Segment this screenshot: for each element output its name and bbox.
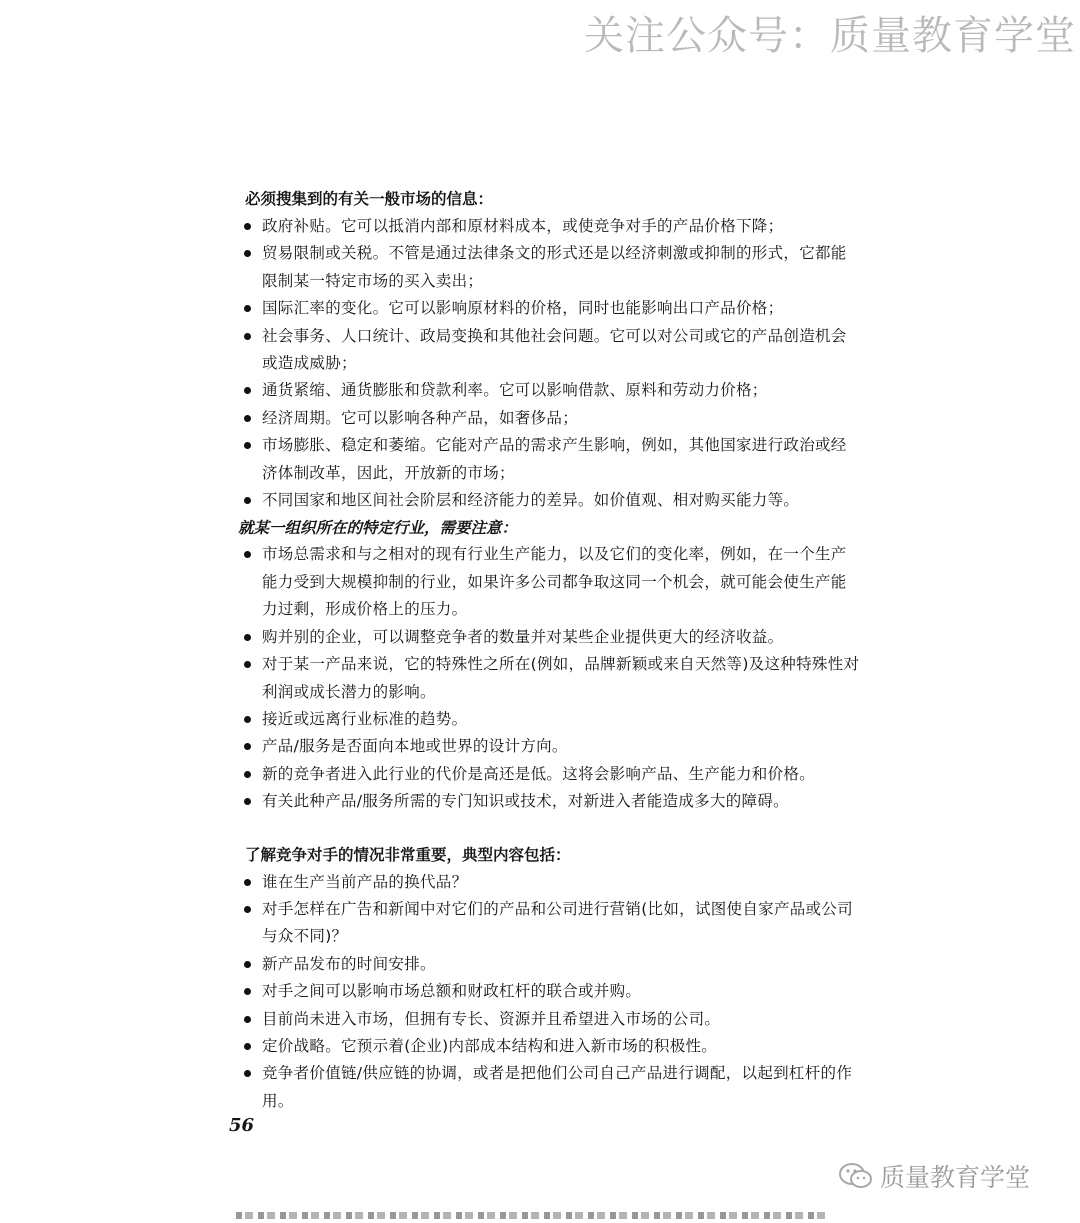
bullet-list-competitors xyxy=(238,869,860,1116)
bullet-item xyxy=(238,869,860,896)
bullet-dot-icon xyxy=(244,743,251,750)
bullet-item xyxy=(238,432,860,487)
bullet-text: 新产品发布的时间安排。 xyxy=(262,954,436,973)
bullet-text: 国际汇率的变化。它可以影响原材料的价格，同时也能影响出口产品价格； xyxy=(262,299,784,318)
bullet-item xyxy=(238,541,860,623)
bullet-dot-icon xyxy=(244,250,251,257)
bullet-item xyxy=(238,651,860,706)
bullet-text: 市场膨胀、稳定和萎缩。它能对产品的需求产生影响，例如，其他国家进行政治或经济体制改革，因此，开放新的市场； xyxy=(262,436,847,482)
section-heading-industry: 就某一组织所在的特定行业，需要注意： xyxy=(238,518,518,538)
section-heading-competitors: 了解竞争对手的情况非常重要，典型内容包括： xyxy=(245,845,571,864)
bullet-text: 购并别的企业，可以调整竞争者的数量并对某些企业提供更大的经济收益。 xyxy=(262,627,784,646)
bullet-item xyxy=(238,978,860,1005)
watermark-top: 关注公众号：质量教育学堂 xyxy=(584,13,1076,59)
wechat-icon xyxy=(838,1161,874,1191)
bullet-text: 对手之间可以影响市场总额和财政杠杆的联合或并购。 xyxy=(262,982,642,1001)
bullet-text: 市场总需求和与之相对的现有行业生产能力，以及它们的变化率，例如，在一个生产能力受到大规模抑制的行业，如果许多公司都争取这同一个机会，就可能会使生产能力过剩，形成价格上的压力。 xyxy=(262,545,847,619)
bullet-dot-icon xyxy=(244,906,251,913)
bullet-item xyxy=(238,240,860,295)
bullet-item xyxy=(238,951,860,978)
bullet-dot-icon xyxy=(244,333,251,340)
bullet-item xyxy=(238,896,860,951)
bullet-item xyxy=(238,1006,860,1033)
bullet-text: 对手怎样在广告和新闻中对它们的产品和公司进行营销(比如，试图使自家产品或公司与众不同)？ xyxy=(262,899,853,946)
bullet-text: 对于某一产品来说，它的特殊性之所在(例如，品牌新颖或来自天然等)及这种特殊性对利润或成长潜力的影响。 xyxy=(262,655,860,701)
bullet-dot-icon xyxy=(244,634,251,641)
bullet-list-general-market xyxy=(238,213,860,514)
bullet-list-industry xyxy=(238,541,860,815)
bullet-dot-icon xyxy=(244,716,251,723)
bullet-dot-icon xyxy=(244,1016,251,1023)
bullet-text: 政府补贴。它可以抵消内部和原材料成本，或使竞争对手的产品价格下降； xyxy=(262,217,784,235)
bullet-text: 产品/服务是否面向本地或世界的设计方向。 xyxy=(262,737,568,756)
bullet-text: 定价战略。它预示着(企业)内部成本结构和进入新市场的积极性。 xyxy=(262,1036,718,1055)
bullet-dot-icon xyxy=(244,223,251,230)
section-gap xyxy=(238,816,860,842)
watermark-bottom-text: 质量教育学堂 xyxy=(880,1163,1031,1192)
bullet-text: 竞争者价值链/供应链的协调，或者是把他们公司自己产品进行调配，以起到杠杆的作用。 xyxy=(262,1064,853,1110)
bullet-dot-icon xyxy=(244,1070,251,1077)
bullet-item xyxy=(238,377,860,404)
bullet-item xyxy=(238,788,860,815)
bullet-text: 有关此种产品/服务所需的专门知识或技术，对新进入者能造成多大的障碍。 xyxy=(262,792,789,811)
bullet-item xyxy=(238,706,860,733)
bullet-item xyxy=(238,733,860,760)
bullet-dot-icon xyxy=(244,415,251,422)
bullet-item xyxy=(238,487,860,514)
bullet-dot-icon xyxy=(244,771,251,778)
watermark-bottom xyxy=(838,1156,1030,1196)
bullet-dot-icon xyxy=(244,961,251,968)
bullet-item xyxy=(238,761,860,788)
bullet-dot-icon xyxy=(244,798,251,805)
bullet-dot-icon xyxy=(244,387,251,394)
page-body xyxy=(238,186,860,1115)
page-number: 56 xyxy=(229,1115,255,1136)
bullet-text: 经济周期。它可以影响各种产品，如奢侈品； xyxy=(262,408,579,427)
bullet-dot-icon xyxy=(244,1043,251,1050)
bullet-text: 社会事务、人口统计、政局变换和其他社会问题。它可以对公司或它的产品创造机会或造成威胁； xyxy=(262,326,847,373)
bullet-dot-icon xyxy=(244,879,251,886)
bullet-dot-icon xyxy=(244,497,251,504)
bullet-text: 目前尚未进入市场，但拥有专长、资源并且希望进入市场的公司。 xyxy=(262,1009,721,1028)
bullet-item xyxy=(238,295,860,322)
bullet-dot-icon xyxy=(244,305,251,312)
bullet-item xyxy=(238,624,860,651)
bullet-text: 不同国家和地区间社会阶层和经济能力的差异。如价值观、相对购买能力等。 xyxy=(262,491,800,510)
bullet-text: 新的竞争者进入此行业的代价是高还是低。这将会影响产品、生产能力和价格。 xyxy=(262,764,816,783)
bullet-text: 接近或远离行业标准的趋势。 xyxy=(262,709,468,728)
bullet-dot-icon xyxy=(244,661,251,668)
bullet-text: 谁在生产当前产品的换代品？ xyxy=(262,872,468,891)
scan-artifact-strip xyxy=(236,1212,826,1219)
section-heading-general-market: 必须搜集到的有关一般市场的信息： xyxy=(245,190,494,208)
bullet-item xyxy=(238,323,860,378)
bullet-dot-icon xyxy=(244,442,251,449)
bullet-dot-icon xyxy=(244,551,251,558)
bullet-text: 通货紧缩、通货膨胀和贷款利率。它可以影响借款、原料和劳动力价格； xyxy=(262,381,768,400)
bullet-text: 贸易限制或关税。不管是通过法律条文的形式还是以经济刺激或抑制的形式，它都能限制某一特定市场的买入卖出； xyxy=(262,244,847,290)
bullet-item xyxy=(238,405,860,432)
bullet-item xyxy=(238,213,860,240)
bullet-dot-icon xyxy=(244,988,251,995)
bullet-item xyxy=(238,1060,860,1115)
bullet-item xyxy=(238,1033,860,1060)
